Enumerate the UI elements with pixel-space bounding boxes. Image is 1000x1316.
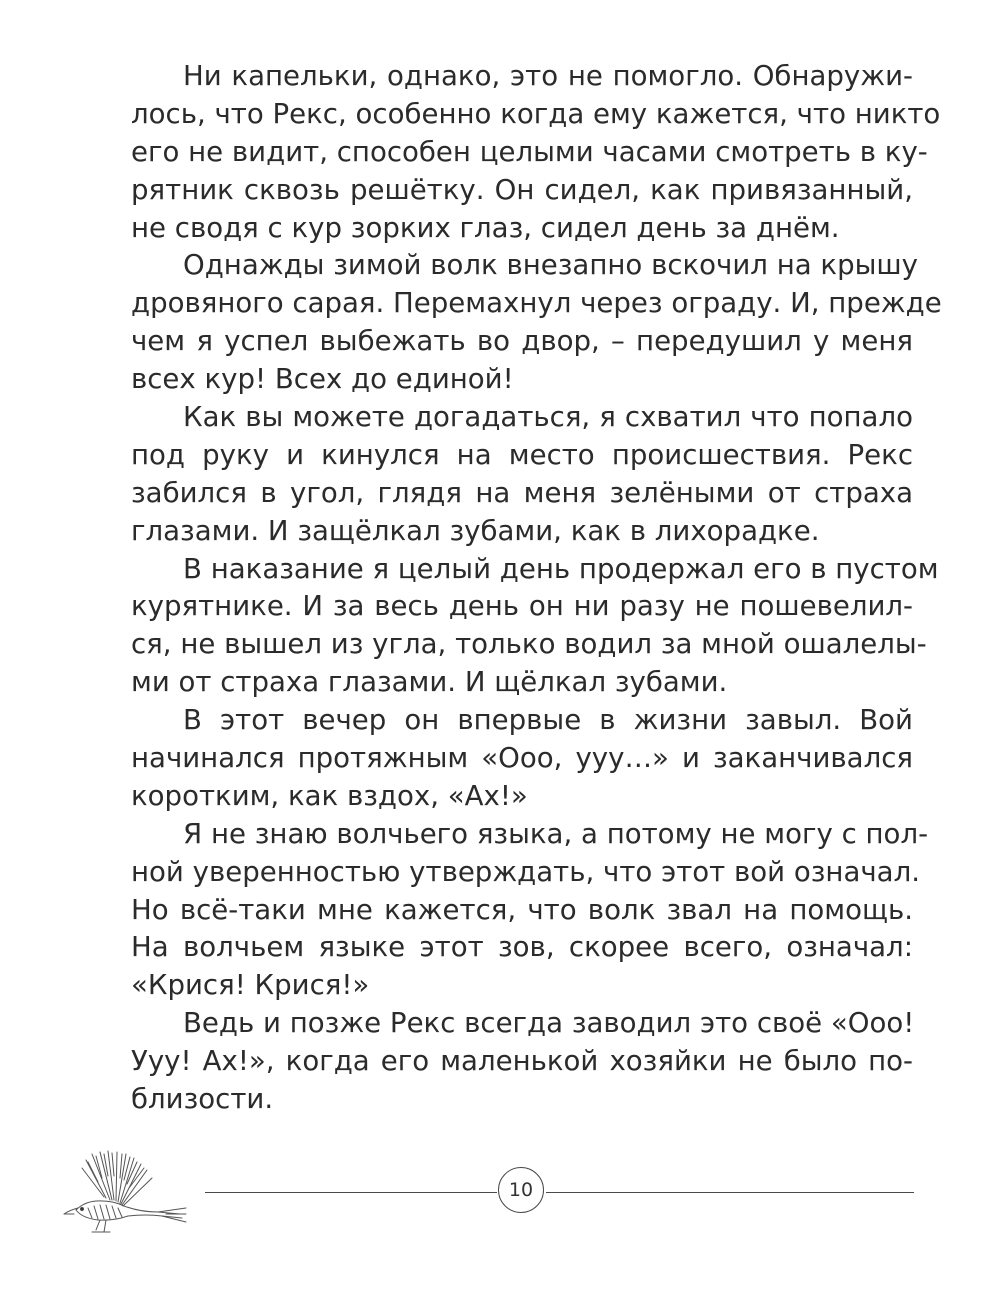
text-line: ной уверенностью утверждать, что этот вой означал.	[131, 854, 920, 888]
text-line: В наказание я целый день продержал его в пустом	[183, 551, 939, 585]
text-line: не сводя с кур зорких глаз, сидел день за днём.	[131, 210, 840, 244]
text-line: начинался протяжным «Ооо, ууу…» и заканчивался	[131, 741, 913, 775]
footer-rule-right	[546, 1192, 914, 1193]
text-line: Ууу! Ах!», когда его маленькой хозяйки не было по-	[131, 1044, 913, 1078]
sparrow-sketch-icon	[62, 1148, 187, 1238]
page-number: 10	[498, 1167, 544, 1213]
text-line: под руку и кинулся на место происшествия. Рекс	[131, 437, 913, 471]
text-line: его не видит, способен целыми часами смотреть в ку-	[131, 134, 928, 168]
text-line: Ни капельки, однако, это не помогло. Обнаружи-	[183, 59, 913, 92]
text-line: Ведь и позже Рекс всегда заводил это своё «Ооо!	[183, 1006, 915, 1040]
text-line: близости.	[131, 1082, 274, 1116]
text-line: На волчьем языке этот зов, скорее всего, означал:	[131, 930, 913, 964]
text-line: курятнике. И за весь день он ни разу не пошевелил-	[131, 589, 913, 623]
text-line: ми от страха глазами. И щёлкал зубами.	[131, 665, 728, 699]
text-line: глазами. И защёлкал зубами, как в лихорадке.	[131, 513, 820, 547]
text-line: коротким, как вздох, «Ах!»	[131, 778, 528, 812]
text-line: всех кур! Всех до единой!	[131, 362, 514, 396]
text-line: Я не знаю волчьего языка, а потому не могу с пол-	[183, 816, 929, 850]
text-line: ся, не вышел из угла, только водил за мной ошалелы-	[131, 627, 927, 661]
text-line: «Крися! Крися!»	[131, 968, 370, 1002]
text-line: Однажды зимой волк внезапно вскочил на крышу	[183, 248, 918, 282]
text-line: В этот вечер он впервые в жизни завыл. Вой	[183, 703, 913, 737]
footer-rule-left	[205, 1192, 497, 1193]
text-line: дровяного сарая. Перемахнул через ограду. И, прежде	[131, 286, 942, 320]
text-line: Но всё-таки мне кажется, что волк звал на помощь.	[131, 892, 913, 926]
story-text	[131, 57, 942, 1118]
text-line: лось, что Рекс, особенно когда ему кажется, что никто	[131, 96, 941, 130]
text-line: рятник сквозь решётку. Он сидел, как привязанный,	[131, 172, 913, 206]
text-line: забился в угол, глядя на меня зелёными от страха	[131, 475, 913, 509]
text-line: чем я успел выбежать во двор, – передушил у меня	[131, 324, 913, 358]
text-line: Как вы можете догадаться, я схватил что попало	[183, 400, 913, 434]
